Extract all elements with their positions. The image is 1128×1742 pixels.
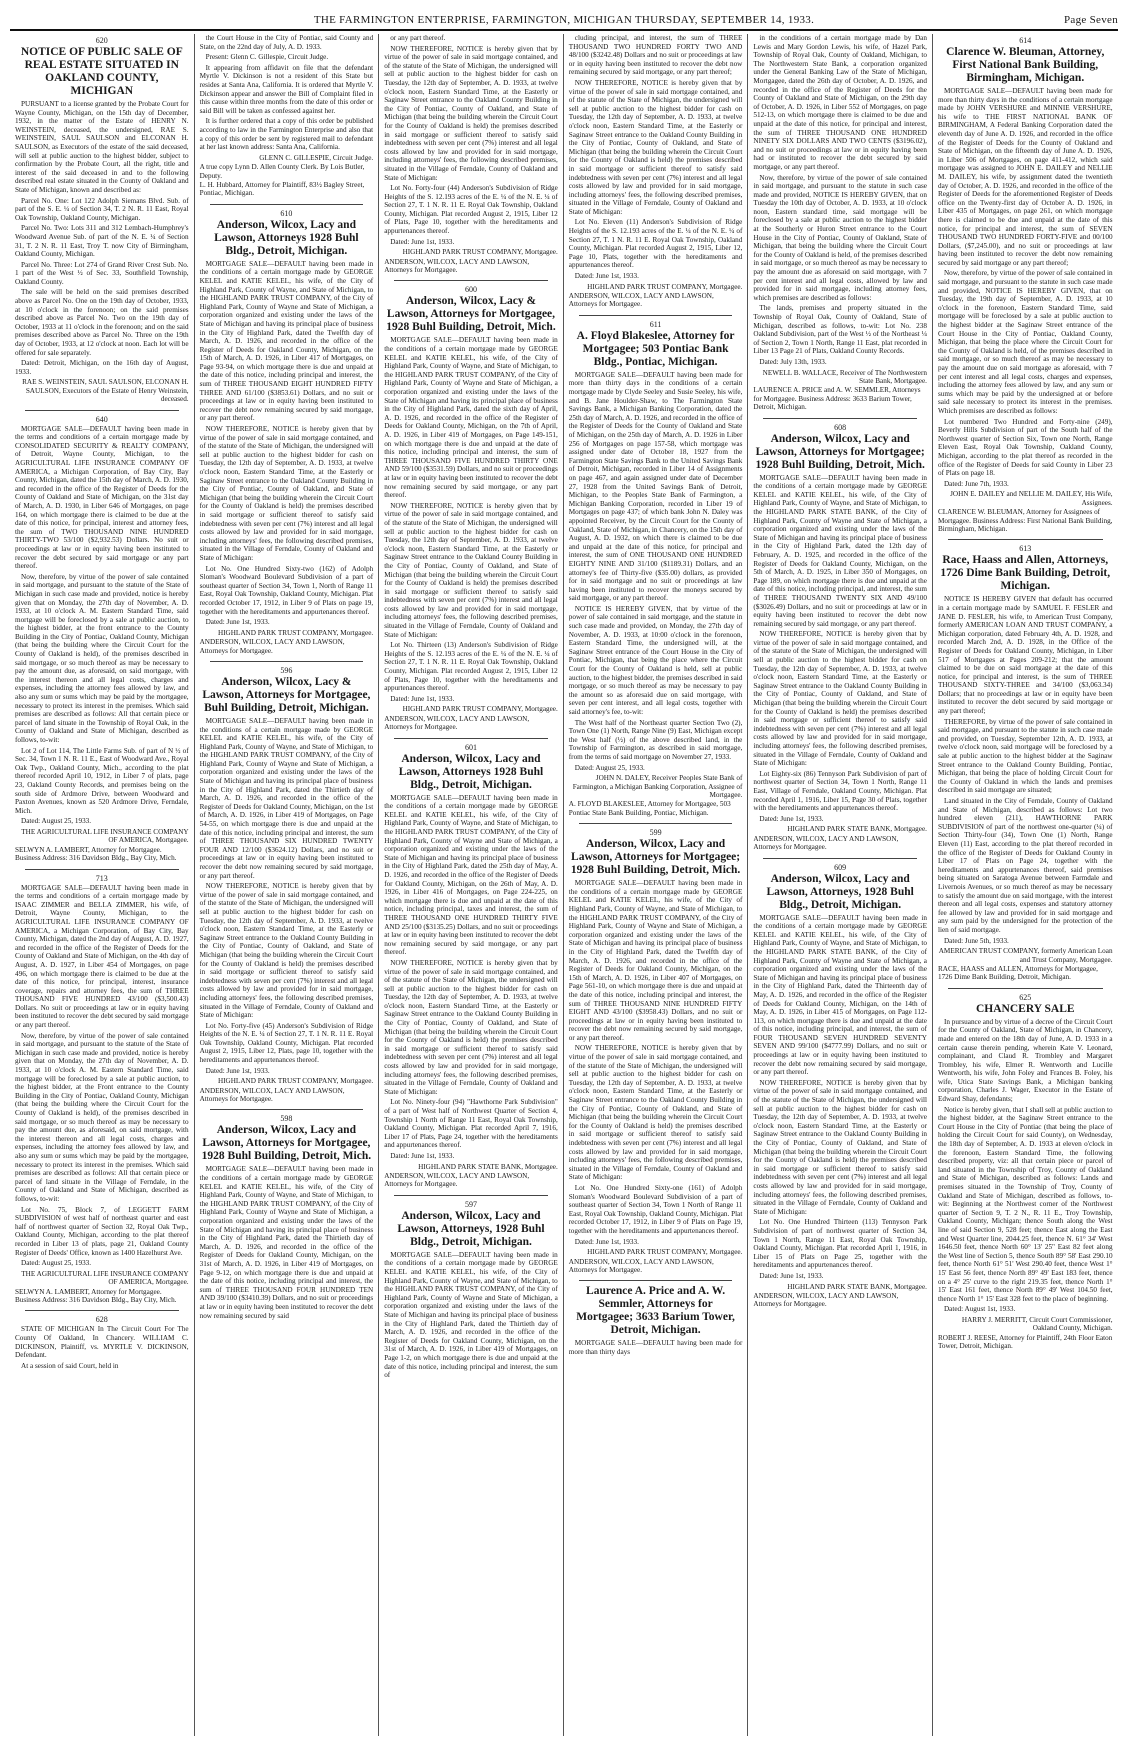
notice-divider <box>210 204 364 205</box>
notice-paragraph: Now, therefore, by virtue of the power of sale contained in said mortgage, and pursuant to the statute in such case made and provided, NOTICE IS HEREBY GIVEN, that on Tuesday the 10th day of October, A. D. 1933, at 10 o'clock noon, Eastern standard time, said mortgage will be foreclosed by a sale at public auction to the highest bidder at the Southerly or Huron Street entrance to the Court House in the City of Pontiac, County of Oakland, State of Michigan, that being the building where the Circuit Court for the County of Oakland is held, of the premises described in said mortgage, or so much thereof as may be necessary to pay the amount due as aforesaid on said mortgage, with 7 per cent interest and all legal costs, allowed by law and provided for in said mortgage, including attorney fees, which premises are described as follows: <box>753 173 927 302</box>
notice-paragraph: NOW THEREFORE, NOTICE is hereby given that by virtue of the power of sale in said mortgage contained, and of the statute of the State of Michigan, the undersigned will sell at public auction to the highest bidder for cash on Tuesday, the 12th day of September, A. D. 1933, at twelve o'clock noon, Eastern Standard Time, at the Easterly or Saginaw Street entrance to the Oakland County Building in the City of Pontiac, County of Oakland, and State of Michigan (that being the building wherein the Circuit Court for the County of Oakland is held) the premises described in said mortgage or sufficient thereof to satisfy said indebtedness with seven per cent (7%) interest and all legal costs allowed by law and provided for in said mortgage, including attorneys' fees, the following described premises, situated in the Village of Ferndale, County of Oakland and State of Michigan: <box>384 501 558 639</box>
notice-number: 610 <box>280 208 293 218</box>
notice-number: 600 <box>464 285 477 295</box>
notice-paragraph: In pursuance and by virtue of a decree of the Circuit Court for the County of Oakland, State of Michigan, in Chancery, made and entered on the 18th day of June, A. D. 1933 in a certain cause therein pending, wherein Kate V. Leonard, complainant, and Claud R. Trombley and Margaret Trombley, his wife, Elmer R. Wentworth and Lucille Wentworth, his wife, John Foley and Frances B. Foley, his wife, Utica State Savings Bank, a Michigan banking corporation, Charles J. Wager, Executor in the Estate of Edward Shay, defendants; <box>937 1017 1113 1104</box>
notice-signature: THE AGRICULTURAL LIFE INSURANCE COMPANY OF AMERICA, Mortgagee. <box>21 827 189 845</box>
notice-paragraph: MORTGAGE SALE—DEFAULT having been made in the conditions of a certain mortgage made by GEORGE KELEL and KATIE KELEL, his wife, of the City of Highland Park, County of Wayne, and State of Michigan, to the HIGHLAND PARK TRUST COMPANY, of the City of Highland Park, County of Wayne and State of Michigan, a corporation organized and existing under the laws of the State of Michigan and having its principal place of business in the City of Highland Park, dated the Twelfth day of March, A. D. 1926, and recorded in the office of the Register of Deeds for Oakland County, Michigan, on the 15th of March, A. D. 1926, in Liber 407 of Mortgages, on Page 561-10, on which mortgage there is due and unpaid at the date of this notice, including principal and interest, the sum of THREE THOUSAND NINE HUNDRED FIFTY EIGHT AND 43/100 ($3958.43) Dollars, and no suit or proceedings at law or in equity having been instituted to recover the debt now remaining secured by said mortgage, or any part thereof. <box>568 879 743 1042</box>
legal-notice <box>200 34 374 198</box>
notice-paragraph: cluding principal, and interest, the sum of THREE THOUSAND TWO HUNDRED FORTY TWO AND 48/100 ($3242.48) Dollars and no suit or proceedings at law or in equity having been instituted to recover the debt now remaining secured by said mortgage, or any part thereof; <box>568 34 743 77</box>
notice-divider <box>210 1109 364 1110</box>
notice-paragraph: Lot No. One Hundred Thirteen (113) Tennyson Park Subdivision of part of northwest quarter of Section 34, Town 1 North, Range 11 East, Royal Oak Township, Oakland County, Michigan. Plat recorded April 1, 1916, in Liber 15 of Plats on Page 25, together with the hereditaments and appurtenances thereof. <box>753 1218 927 1270</box>
notice-paragraph: Lot No. 75, Block 7, of LEGGETT FARM SUBDIVISION of west half of northeast quarter and east half of northwest quarter of Section 32, Royal Oak Twp., Oakland County, Michigan, according to the plat thereof recorded in Liber 13 of plats, page 21, Oakland County Register of Deeds' Office, known as 1400 Hazelhurst Ave. <box>15 1205 189 1257</box>
page-number: Page Seven <box>1063 14 1118 26</box>
notice-paragraph: NOW THEREFORE, NOTICE is hereby given that by virtue of the power of sale in said mortgage contained, and of the statute of the State of Michigan, the undersigned will sell at public auction to the highest bidder for cash on Tuesday, the 12th day of September, A. D. 1933, at twelve o'clock noon, Eastern Standard Time, at the Easterly or Saginaw Street entrance to the Oakland County Building in the City of Pontiac, County of Oakland, and State of Michigan (that being the building wherein the Circuit Court for the County of Oakland is held) the premises described in said mortgage or sufficient thereof to satisfy said indebtedness with seven per cent (7%) interest and all legal costs allowed by law and provided for in said mortgage, including attorneys' fees, the following described premises, situated in the Village of Ferndale, County of Oakland and State of Michigan: <box>384 958 558 1096</box>
notice-divider <box>579 315 733 316</box>
notice-paragraph: Lot No. Forty-four (44) Anderson's Subdivision of Ridge Heights of the S. 12.193 acres of the E. ¼ of the N. E. ¼ of Section 27, T. 1 N. R. 11 E. Royal Oak Township, Oakland County, Michigan. Plat recorded August 2, 1915, Liber 12 of Plats, Page 10, together with the hereditaments and appurtenances thereof. <box>384 184 558 236</box>
notice-paragraph: Dated: June 1st, 1933. <box>390 1151 455 1160</box>
notice-paragraph: NOW THEREFORE, NOTICE is hereby given that by virtue of the power of sale in said mortgage contained, and of the statute of the State of Michigan, the undersigned will sell at public auction to the highest bidder for cash on Tuesday, the 12th day of September, A. D. 1933, at twelve o'clock noon, Eastern Standard Time, at the Easterly or Saginaw Street entrance to the Oakland County Building in the City of Pontiac, County of Oakland, and State of Michigan (that being the building wherein the Circuit Court for the County of Oakland is held) the premises described in said mortgage or sufficient thereof to satisfy said indebtedness with seven per cent (7%) interest and all legal costs allowed by law and provided for in said mortgage, including attorneys' fees, the following described premises, situated in the Village of Ferndale, County of Oakland and State of Michigan: <box>199 425 374 562</box>
notice-paragraph: in the conditions of a certain mortgage made by Dan Lewis and Mary Gordon Lewis, his wife, of Hazel Park, Township of Royal Oak, County of Oakland, Michigan, to The Northwestern State Bank, a corporation organized under the General Banking Law of the State of Michigan, Mortgagee, dated the 26th day of October, A. D. 1926, and recorded in the office of the Register of Deeds for the County of Oakland and State of Michigan, on the 29th day of October, A. D. 1926, in Liber 552 of Mortgages, on page 512-13, on which mortgage there is claimed to be due and unpaid at the date of this notice, for principal and interest, the sum of THREE THOUSAND ONE HUNDRED NINETY SIX DOLLARS AND TWO CENTS ($3196.02), and no suit or proceedings at law or in equity having been had or instituted to recover the debt secured by said mortgage, or any part thereof. <box>753 34 927 171</box>
notice-paragraph: PURSUANT to a license granted by the Probate Court for Wayne County, Michigan, on the 15th day of December, 1932, in the matter of the Estate of HENRY N. WEINSTEIN, deceased, the undersigned, RAE S. WEINSTEIN, SAUL SAULSON and ELCONAN H. SAULSON, as Executors of the estate of the said deceased, will sell at public auction to the highest bidder, subject to confirmation by the Probate Court, all the right, title and interest of the said deceased in and to the following described real estate situated in the County of Oakland and State of Michigan, known and described as: <box>15 100 189 194</box>
notice-number: 613 <box>1019 544 1032 554</box>
notice-signature: AMERICAN TRUST COMPANY, formerly American Loan and Trust Company, Mortgagee. <box>938 947 1113 964</box>
column-2 <box>195 34 380 1736</box>
notice-heading: Race, Haass and Allen, Attorneys, 1726 Dime Bank Building, Detroit, Michigan. <box>940 554 1111 593</box>
notice-paragraph: Lot No. Eleven (11) Anderson's Subdivision of Ridge Heights of the S. 12.193 acres of the E. ¼ of the N. E. ¼ of Section 27, T. 1 N. R. 11 E. Royal Oak Township, Oakland County, Michigan. Plat recorded August 2, 1915, Liber 12, Page 10, Plats, together with the hereditaments and appurtenances thereof. <box>568 218 743 270</box>
notice-paragraph: MORTGAGE SALE—DEFAULT having been made in the conditions of a certain mortgage made by GEORGE KELEL and KATIE KELEL, his wife, of the City of Highland Park, County of Wayne, and State of Michigan, to the HIGHLAND PARK TRUST COMPANY, of the City of Highland Park, County of Wayne and State of Michigan, a corporation organized and existing under the laws of the State of Michigan and having its principal place of business in the City of Highland Park, dated the Thirtieth day of March, A. D. 1926, and recorded in the office of the Register of Deeds for Oakland County, Michigan, on the 1st of March, A. D. 1926, in Liber 419 of Mortgages, on Page 54-55, on which mortgage there is due and unpaid at the date of this notice, including principal and interest, the sum of THREE THOUSAND SIX HUNDRED TWENTY FOUR AND 12/100 ($3624.12) Dollars, and no suit or proceedings at law or in equity having been instituted to recover the debt now remaining secured by said mortgage, or any part thereof. <box>199 716 374 880</box>
notice-heading: Anderson, Wilcox, Lacy and Lawson, Attorneys, 1928 Buhl Bldg., Detroit, Michigan. <box>397 1209 545 1248</box>
notice-paragraph: Dated: Detroit, Michigan, on the 16th day of August, 1933. <box>15 359 189 376</box>
notice-signature: HARRY J. MERRITT, Circuit Court Commissioner, Oakland County, Michigan. <box>961 1315 1113 1333</box>
notice-signature: NEWELL B. WALLACE, Receiver of The Northwestern State Bank, Mortgagee. <box>762 368 927 385</box>
notice-paragraph: MORTGAGE SALE—DEFAULT having been made in the conditions of a certain mortgage made by GEORGE KELEL and KATIE KELEL, his wife, of the City of Highland Park, County of Wayne, and State of Michigan, to the HIGHLAND PARK STATE BANK, of the City of Highland Park, County of Wayne and State of Michigan, a corporation organized and existing under the laws of the State of Michigan and having its principal place of business in the City of Highland Park, dated the 12th day of February, A. D. 1925, and recorded in the office of the Register of Deeds for Oakland County, Michigan, on the 5th of March, A. D. 1925, in Liber 350 of Mortgages, on Page 189, on which mortgage there is due and unpaid at the date of this notice, including principal, and interest, the sum of THREE THOUSAND TWENTY SIX AND 49/100 ($3026.49) Dollars, and no suit or proceedings at law or in equity having been instituted to recover the debt now remaining secured by said mortgage, or any part thereof. <box>753 473 927 628</box>
notice-paragraph: NOTICE IS HEREBY GIVEN, that by virtue of the power of sale contained in said mortgage, and the statute in such case made and provided, on Monday, the 27th day of November, A. D. 1933, at 10:00 o'clock in the forenoon, Eastern Standard Time, the undersigned will, at the Saginaw Street entrance of the Court House in the City of Pontiac, Michigan, that being the place where the Circuit Court for the County of Oakland is held, sell at public auction, to the highest bidder, the premises described in said mortgage, or so much thereof as may be necessary to pay the amount so as aforesaid due on said mortgage, with seven per cent interest, and all legal costs, together with said attorney's fee, to-wit: <box>568 604 743 716</box>
column-1 <box>10 34 195 1736</box>
notice-heading: Anderson, Wilcox, Lacy and Lawson, Attorneys 1928 Buhl Bldg., Detroit, Michigan. <box>398 752 544 791</box>
legal-notice <box>753 34 927 412</box>
notice-paragraph: Dated: June 7th, 1933. <box>943 479 1009 488</box>
notice-heading: Anderson, Wilcox, Lacy & Lawson, Attorneys for Mortgagee, 1928 Buhl Building, Detroit, Mich. <box>386 295 556 334</box>
legal-notice <box>200 209 374 655</box>
notice-paragraph: MORTGAGE SALE—DEFAULT having been made in the conditions of a certain mortgage made by GEORGE KELEL and KATIE KELEL, his wife, of the City of Highland Park, County of Wayne, and State of Michigan, to the HIGHLAND PARK TRUST COMPANY, of the City of Highland Park, County of Wayne and State of Michigan, a corporation organized and existing under the laws of the State of Michigan and having its principal place of business in the City of Highland Park, dated the Thirtieth day of March, A. D. 1926, and recorded in the office of the Register of Deeds for Oakland County, Michigan, on the 31st of March, A. D. 1926, in Liber 419 of Mortgages, on Page 9-12, on which mortgage there is due and unpaid at the date of this notice, including principal and interest, the sum of THREE THOUSAND FOUR HUNDRED TEN AND 39/100 ($3410.39) Dollars, and no suit or proceedings at law or in equity having been instituted to recover the debt now remaining secured by said <box>199 1165 374 1320</box>
notice-number: 614 <box>1019 36 1032 45</box>
legal-notice <box>384 34 558 274</box>
notice-paragraph: Parcel No. Three: Lot 274 of Grand River Crest Sub. No. 1 part of the West ½ of Sec. 33, Southfield Township, Oakland County. <box>15 260 189 286</box>
legal-notice <box>384 1200 558 1380</box>
notice-number: 608 <box>834 422 847 432</box>
notice-paragraph: Dated: June 1st, 1933. <box>390 694 455 703</box>
notice-heading: Anderson, Wilcox, Lacy and Lawson, Attorneys for Mortgagee; 1928 Buhl Building, Detroit, Mich. <box>755 432 925 471</box>
notice-number: 625 <box>1019 992 1032 1002</box>
newspaper-columns <box>10 34 1118 1736</box>
notice-divider <box>394 738 548 739</box>
notice-paragraph: Lot No. One Hundred Sixty-one (161) of Adolph Sloman's Woodward Boulevard Subdivision of a part of southeast quarter of Section 34, Town 1 North of Range 11 East, Royal Oak Township, Oakland County, Michigan. Plat recorded October 17, 1912, in Liber 9 of Plats on Page 19, together with the hereditaments and appurtenances thereof. <box>568 1183 743 1235</box>
notice-divider <box>948 539 1103 540</box>
column-4 <box>564 34 749 1736</box>
notice-signature: ANDERSON, WILCOX, LACY AND LAWSON, Attorneys for Mortgagee. <box>753 834 899 852</box>
notice-number: 620 <box>95 36 108 45</box>
notice-paragraph: Parcel No. Two: Lots 311 and 312 Lembach-Humphrey's Woodward Avenue Sub. of part of the N. E. ¼ of Section 31, T. 2 N. R. 11 East, Troy T. now City of Birmingham, Oakland County, Michigan. <box>15 224 189 259</box>
notice-signature: ANDERSON, WILCOX, LACY AND LAWSON, Attorneys for Mortgagee. <box>384 714 530 732</box>
notice-divider <box>25 410 179 411</box>
legal-notice <box>15 36 189 404</box>
notice-paragraph: Dated: June 1st, 1933. <box>390 237 455 246</box>
notice-paragraph: NOW THEREFORE, NOTICE is hereby given that by virtue of the power of sale in said mortgage contained, and of the statute of the State of Michigan, the undersigned will sell at public auction to the highest bidder for cash on Tuesday, the 12th day of September, A. D. 1933, at twelve o'clock noon, Eastern Standard Time, at the Easterly or Saginaw Street entrance to the Oakland County Building in the City of Pontiac, County of Oakland, and State of Michigan (that being the building wherein the Circuit Court for the County of Oakland is held) the premises described in said mortgage or sufficient thereof to satisfy said indebtedness with seven per cent (7%) interest and all legal costs allowed by law and provided for in said mortgage, including attorneys' fees, the following described premises, situated in the Village of Ferndale, County of Oakland and State of Michigan: <box>753 630 927 768</box>
notice-signature: CLARENCE W. BLEUMAN, Attorney for Assignees of Mortgagee. Business Address: First National Bank Building, Birmingham, Michigan. <box>937 508 1113 533</box>
notice-signature: ANDERSON, WILCOX, LACY AND LAWSON, Attorneys for Mortgagee. <box>199 1086 345 1104</box>
notice-divider <box>394 280 548 281</box>
notice-signature: ANDERSON, WILCOX, LACY AND LAWSON, Attorneys for Mortgagee. <box>753 1291 899 1309</box>
masthead <box>10 0 1118 31</box>
legal-notice <box>569 828 743 1274</box>
notice-paragraph: MORTGAGE SALE—DEFAULT having been made in the terms and conditions of a certain mortgage made by ISAAC ZIMMER and BELLA ZIMMER, his wife, of Detroit, Wayne County, Michigan, to the AGRICULTURAL LIFE INSURANCE COMPANY OF AMERICA, a Michigan Corporation, of Bay City, Bay County, Michigan, dated the 2nd day of August, A. D. 1927, and recorded in the office of the Register of Deeds for the County of Oakland and State of Michigan, on the 4th day of August, A. D. 1927, in Liber 454 of Mortgages, on page 496, on which mortgage there is claimed to be due at the date of this notice, for principal, interest, insurance coverage, repairs and attorney fees, the sum of THREE THOUSAND FIVE HUNDRED 43/100 ($3,500.43) Dollars. No suit or proceedings at law or in equity having been instituted to recover the debt secured by said mortgage or any part thereof. <box>15 883 189 1030</box>
notice-paragraph: Lot No. Thirteen (13) Anderson's Subdivision of Ridge Heights of the S. 12.193 acres of the E. ¼ of the N. E. ¼ of Section 27, T. 1 N. R. 11 E. Royal Oak Township, Oakland County, Michigan. Plat recorded August 2, 1915, Liber 12 of Plats, Page 10, together with the hereditaments and appurtenances thereof. <box>384 641 558 693</box>
notice-signature: L. H. Hubbard, Attorney for Plaintiff, 83½ Bagley Street, Pontiac, Michigan. <box>199 180 365 198</box>
notice-paragraph: Lot No. Ninety-four (94) "Hawthorne Park Subdivision" of a part of West half of Northwest Quarter of Section 4, Township 1 North of Range 11 East, Royal Oak Township, Oakland County, Michigan. Plat recorded April 7, 1916, Liber 17 of Plats, Page 24, together with the hereditaments and appurtenances thereof. <box>384 1098 558 1150</box>
notice-paragraph: Lot Eighty-six (86) Tennyson Park Subdivision of part of northwest quarter of Section 34, Town 1 North, Range 11 East, Village of Ferndale, Oakland County, Michigan. Plat recorded April 1, 1916, Liber 15, Page 30 of Plats, together with the hereditaments and appurtenances thereof. <box>753 769 927 813</box>
notice-paragraph: Dated: June 1st, 1933. <box>759 814 824 823</box>
legal-notice <box>569 1285 743 1356</box>
notice-paragraph: NOW THEREFORE, NOTICE is hereby given that by virtue of the power of sale in said mortgage contained, and of the statute of the State of Michigan, the undersigned will sell at public auction to the highest bidder for cash on Tuesday, the 12th day of September, A. D. 1933, at twelve o'clock noon, Eastern Standard Time, at the Easterly or Saginaw Street entrance to the Oakland County Building in the City of Pontiac, County of Oakland, and State of Michigan (that being the building wherein the Circuit Court for the County of Oakland is held) the premises described in said mortgage or sufficient thereof to satisfy said indebtedness with seven per cent (7%) interest and all legal costs allowed by law and provided for in said mortgage, including attorneys' fees, the following described premises, situated in the Village of Ferndale, County of Oakland and State of Michigan: <box>568 78 743 216</box>
notice-paragraph: Dated: August 25, 1933. <box>574 763 645 772</box>
legal-notice <box>938 544 1113 981</box>
notice-heading: CHANCERY SALE <box>976 1002 1075 1015</box>
notice-heading: NOTICE OF PUBLIC SALE OF REAL ESTATE SITUATED IN OAKLAND COUNTY, MICHIGAN <box>20 46 183 97</box>
notice-signature: HIGHLAND PARK TRUST COMPANY, Mortgagee. <box>217 628 374 637</box>
column-5 <box>748 34 933 1736</box>
notice-heading: Anderson, Wilcox, Lacy and Lawson, Attorneys for Mortgagee, 1928 Buhl Building, Detroit, Mich. <box>201 1124 372 1163</box>
notice-signature: ANDERSON, WILCOX, LACY AND LAWSON, Attorneys for Mortgagee. <box>199 638 345 655</box>
notice-number: 611 <box>649 319 662 329</box>
notice-divider <box>25 869 179 870</box>
notice-signature: A. FLOYD BLAKESLEE, Attorney for Mortgagee, 503 Pontiac State Bank Building, Pontiac, Michigan. <box>568 800 731 817</box>
notice-number: 609 <box>834 862 847 872</box>
notice-paragraph: MORTGAGE SALE—DEFAULT having been made in the conditions of a certain mortgage made by GEORGE KELEL and KATIE KELEL, his wife, of the City of Highland Park, County of Wayne, and State of Michigan, to the HIGHLAND PARK TRUST COMPANY, of the City of Highland Park, County of Wayne and State of Michigan, a corporation organized and existing under the laws of the State of Michigan and having its principal place of business in the City of Highland Park, dated the sixth day of April, A. D. 1926, and recorded in the office of the Register of Deeds for Oakland County, Michigan, on the 7th of April, A. D. 1926, in Liber 419 of Mortgages, on Page 149-151, on which mortgage there is due and unpaid at the date of this notice, including principal and interest, the sum of THREE THOUSAND FIVE HUNDRED THIRTY ONE AND 59/100 ($3531.59) Dollars, and no suit or proceedings at law or in equity having been instituted to recover the debt now remaining secured by said mortgage, or any part thereof. <box>384 336 558 500</box>
notice-signature: ANDERSON, WILCOX, LACY AND LAWSON, Attorneys for Mortgagee. <box>568 292 714 309</box>
notice-heading: Clarence W. Bleuman, Attorney, First National Bank Building, Birmingham, Michigan. <box>946 46 1105 84</box>
notice-number: 640 <box>95 414 108 424</box>
notice-signature: HIGHLAND PARK TRUST COMPANY, Mortgagee. <box>587 282 743 291</box>
notice-paragraph: MORTGAGE SALE—DEFAULT having been made for more than thirty days <box>568 1339 743 1356</box>
column-3 <box>379 34 564 1736</box>
notice-paragraph: MORTGAGE SALE—DEFAULT having been made for more than thirty days in the conditions of a certain mortgage made by JOHN VERSHURE and MINNIE VERSHURE, his wife to THE FIRST NATIONAL BANK OF BIRMINGHAM, A Federal Banking Corporation dated the eleventh day of June A. D. 1926, and recorded in the office of the Register of Deeds for the County of Oakland and State of Michigan, on the fifteenth day of June A. D. 1926, in Liber 506 of Mortgages, on page 411-412, which said mortgage was assigned to JOHN E. DAILEY and NELLIE M. DAILEY, his wife, by assignment dated the twentieth day of October, A. D. 1926, and recorded in the office of the Register of Deeds for the aforementioned Register of Deeds office on the Twenty-first day of October A. D. 1926, in Liber 435 of Mortgages, on page 261, on which mortgage there is claimed to be due and unpaid at the date of this notice, for principal and interest, the sum of SEVEN THOUSAND TWO HUNDRED FORTY-FIVE and 00/100 Dollars, ($7,245.00), and no suit or proceedings at law having been instituted to recover the debt now remaining secured by said mortgage or any part thereof; <box>937 87 1113 267</box>
legal-notice <box>569 320 743 817</box>
notice-signature: RAE S. WEINSTEIN, SAUL SAULSON, ELCONAN H. SAULSON, Executors of the Estate of Henry Weinstein, deceased. <box>22 378 189 404</box>
notice-paragraph: Dated: June 1st, 1933. <box>574 1237 639 1246</box>
notice-signature: HIGHLAND PARK STATE BANK, Mortgagee. <box>787 1282 927 1291</box>
notice-signature: JOHN N. DALEY, Receiver Peoples State Bank of Farmington, a Michigan Banking Corporation, Assignee of Mortgagee. <box>572 774 743 799</box>
notice-heading: Anderson, Wilcox, Lacy and Lawson, Attorneys, 1928 Buhl Bldg., Detroit, Michigan. <box>766 872 914 911</box>
notice-paragraph: Dated: June 5th, 1933. <box>943 936 1009 945</box>
notice-number: 628 <box>95 1315 108 1325</box>
notice-paragraph: Present: Glenn C. Gillespie, Circuit Judge. <box>205 53 329 62</box>
notice-heading: Anderson, Wilcox, Lacy & Lawson, Attorneys for Mortgagee, Buhl Building, Detroit, Michigan. <box>202 675 371 714</box>
notice-paragraph: NOTICE IS HEREBY GIVEN that default has occurred in a certain mortgage made by SAMUEL F. FESLER and JANE D. FESLER, his wife, to American Trust Company, formerly AMERICAN LOAN AND TRUST COMPANY, a Michigan corporation, dated February 4th, A. D. 1928, and recorded March 2nd, A. D. 1928, in the Office of the Register of Deeds for Oakland County, Michigan, in Liber 517 of Mortgages at Pages 209-212; that the amount claimed to be due on said mortgage at the date of this notice, for principal and interest, is the sum of THREE THOUSAND SIXTY-THREE and 34/100 ($3,063.34) Dollars; that no proceedings at law or in equity have been instituted to recover the debt secured by said mortgage or any part thereof; <box>937 595 1113 716</box>
notice-heading: A. Floyd Blakeslee, Attorney for Mortgagee; 503 Pontiac Bank Bldg., Pontiac, Michigan. <box>576 329 735 368</box>
notice-signature: JOHN E. DAILEY and NELLIE M. DAILEY, His Wife, Assignees. <box>950 490 1113 507</box>
notice-paragraph: Land situated in the City of Ferndale, County of Oakland and State of Michigan, described as follows: Lot two hundred eleven (211), HAWTHORNE PARK SUBDIVISION of part of the northwest one-quarter (¼) of Section Thirty-four (34), Town One (1) North, Range Eleven (11) East, according to the plat thereof recorded in the office of the Register of Deeds for Oakland County in Liber 17 of Plats on Page 24, together with the hereditaments and appurtenances thereof, said premises being situated on Saratoga Avenue between Farmdale and Livernois Avenues, or so much thereof as may be necessary to satisfy the amount due on said mortgage, with the interest thereon and all legal costs, expenses and statutory attorney fee allowed by law and provided for in said mortgage and any sum paid by the undersigned for the protection of the lien of said mortgage. <box>937 797 1113 934</box>
legal-notice <box>753 863 927 1309</box>
notice-number: 601 <box>464 742 477 752</box>
notice-heading: Anderson, Wilcox, Lacy and Lawson, Attorneys 1928 Buhl Bldg., Detroit, Michigan. <box>214 218 359 257</box>
notice-paragraph: NOW THEREFORE, NOTICE is hereby given that by virtue of the power of sale in said mortgage contained, and of the statute of the State of Michigan, the undersigned will sell at public auction to the highest bidder for cash on Tuesday, the 12th day of September, A. D. 1933, at twelve o'clock noon, Eastern Standard Time, at the Easterly or Saginaw Street entrance to the Oakland County Building in the City of Pontiac, County of Oakland, and State of Michigan (that being the building wherein the Circuit Court for the County of Oakland is held) the premises described in said mortgage or sufficient thereof to satisfy said indebtedness with seven per cent (7%) interest and all legal costs allowed by law and provided for in said mortgage, including attorneys' fees, the following described premises, situated in the Village of Ferndale, County of Oakland and State of Michigan: <box>753 1078 927 1216</box>
notice-paragraph: Lot No. One Hundred Sixty-two (162) of Adolph Sloman's Woodward Boulevard Subdivision of a part of southeast quarter of Section 34, Town 1, North of Range 11 East, Royal Oak Township, Oakland County, Michigan. Plat recorded October 17, 1912, in Liber 9 of Plats on page 19, together with the hereditaments and appurtenances thereof. <box>199 564 374 616</box>
notice-paragraph: Notice is hereby given, that I shall sell at public auction to the highest bidder, at the Saginaw Street entrance to the Court House in the City of Pontiac (that being the place of holding the Circuit Court for said County), on Wednesday, the 18th day of September, A. D. 1933 at eleven o'clock in the forenoon, Eastern Standard Time, the following described property, viz: all that certain piece or parcel of land situated in the Township of Troy, County of Oakland and State of Michigan, described as follows: Lands and premises situated in the Township of Troy, County of Oakland and State of Michigan, described as follows, to-wit: Beginning at the Northwest corner of the Northwest quarter of Section 9, T. 2 N., R. 11 E., Troy Township, Oakland County, Michigan; thence South along the West line of said Section 9, 528 feet; thence East along the East and West Quarter line, 2044.25 feet, thence N. 61° 34' West 1646.50 feet, thence North 60° 13' 25" East 82 feet along the West line of Section 5, thence South 89° 58' East 290.10 feet, thence North 61° 51' West 290.40 feet, thence West 1° 15' East 56 feet, thence North 89° 49' East 183 feet, thence on a 4° 25' curve to the right 219.35 feet, thence North 1° 15' East 161 feet, thence North 89° 49' West 104.50 feet, thence North 1° 15' East 328 feet to the place of beginning. <box>937 1105 1113 1303</box>
notice-divider <box>210 661 364 662</box>
notice-signature: HIGHLAND PARK TRUST COMPANY, Mortgagee. <box>587 1248 743 1257</box>
notice-signature: HIGHLAND PARK TRUST COMPANY, Mortgagee. <box>217 1077 374 1086</box>
notice-paragraph: Parcel No. One: Lot 122 Adolph Siemans Blvd. Sub. of part of the S. E. ¼ of Section 34, T. 2 N. R. 11 East, Royal Oak Township, Oakland County, Michigan. <box>15 196 189 222</box>
notice-paragraph: At a session of said Court, held in <box>21 1361 119 1370</box>
notice-signature: THE AGRICULTURAL LIFE INSURANCE COMPANY OF AMERICA, Mortgagee. <box>21 1269 189 1287</box>
notice-heading: Laurence A. Price and A. W. Semmler, Attorneys for Mortgagee; 3633 Barium Tower, Detroit, Michigan. <box>576 1285 735 1337</box>
legal-notice <box>753 423 927 852</box>
notice-divider <box>25 1310 179 1311</box>
notice-divider <box>579 1280 733 1281</box>
notice-number: 598 <box>280 1114 293 1124</box>
legal-notice <box>200 1114 374 1320</box>
notice-paragraph: It appearing from affidavit on file that the defendant Myrtle V. Dickinson is not a resident of this State but resides at Santa Ana, California. It is ordered that Myrtle V. Dickinson appear and answer the Bill of Complaint filed in this cause within three months from the date of this order or said Bill will be taken as confessed against her. <box>199 63 374 115</box>
notice-paragraph: The sale will be held on the said premises described above as Parcel No. One on the 19th day of October, 1933, at 10 o'clock in the forenoon; on the said premises described above as Parcel No. Two on the 19th day of October, 1933 at 11 o'clock in the forenoon; and on the said premises described above as Parcel No. Three on the 19th day of October, 1933, at 12 o'clock at noon. Each lot will be offered for sale separately. <box>15 288 189 357</box>
notice-paragraph: The West half of the Northeast quarter Section Two (2), Town One (1) North, Range Nine (9) East, Michigan except the West half (½) of the above described land, in the Township of Farmington, as described in said mortgage, from the terms of said mortgage on November 27, 1933. <box>568 718 743 761</box>
notice-paragraph: or any part thereof. <box>390 34 446 42</box>
notice-signature: ANDERSON, WILCOX, LACY AND LAWSON, Attorneys for Mortgagee. <box>384 257 530 275</box>
legal-notice <box>15 874 189 1305</box>
notice-signature: ANDERSON, WILCOX, LACY AND LAWSON, Attorneys for Mortgagee. <box>384 1171 530 1189</box>
notice-signature: SELWYN A. LAMBERT, Attorney for Mortgagee. Business Address: 316 Davidson Bldg., Bay City, Mich. <box>15 845 177 863</box>
notice-signature: ROBERT J. REESE, Attorney for Plaintiff, 24th Floor Eaton Tower, Detroit, Michigan. <box>937 1333 1113 1351</box>
notice-signature: SELWYN A. LAMBERT, Attorney for Mortgagee. Business Address: 316 Davidson Bldg., Bay City, Mich. <box>15 1287 177 1304</box>
notice-paragraph: MORTGAGE SALE—DEFAULT having been made for more than thirty days in the conditions of a certain mortgage made by Clyde Seeley and Susie Seeley, his wife, and B. Jane Houlder-Shaw, to The Farmington State Savings Bank, a Michigan Banking Corporation, dated the 25th day of March, A. D. 1926, and recorded in the office of the Register of Deeds for the County of Oakland and State of Michigan, on the 25th day of March, A. D. 1926 in Liber 256 of Mortgages on page 157-58, which mortgage was assigned under date of October 18, 1927 from the Farmington State Savings Bank to the United Savings Bank of Detroit, Michigan, recorded in Liber 14 of Assignments on page 467, and again assigned under date of December 27, 1928 from the United Savings Bank of Detroit, Michigan, to the Peoples State Bank of Farmington, a Michigan Banking Corporation, recorded in Liber 19 of Mortgages on page 437; of which bank John N. Daley was appointed Receiver, by the Circuit Court for the County of Oakland, State of Michigan, in Chancery, on the 15th day of August, A. D. 1932, on which there is claimed to be due and unpaid at the date of this notice, for principal and interest, the sum of ONE THOUSAND ONE HUNDRED EIGHTY NINE AND 31/100 ($1189.31) Dollars, and an attorney's fee of Thirty-five ($35.00) dollars, as provided for in said mortgage and no suit or proceedings at law having been instituted to recover the moneys secured by said mortgage, or any part thereof. <box>568 370 743 603</box>
notice-paragraph: It is further ordered that a copy of this order be published according to law in the Farmington Enterprise and also that a copy of this order be sent by registered mail to defendant at her last known address: Santa Ana, California. <box>199 117 374 152</box>
legal-notice <box>200 666 374 1104</box>
notice-paragraph: Dated: June 1st, 1933. <box>759 1271 824 1280</box>
notice-number: 599 <box>649 828 662 838</box>
notice-paragraph: The lands, premises and property situated in the Township of Royal Oak, County of Oakland, State of Michigan, described as follows, to-wit: Lot No. 238 Oakland Subdivision, part of the West ½ of the Northeast ¼ of Section 2, Town 1 North, Range 11 East, plat recorded in Liber 13 Page 21 of Plats, Oakland County Records. <box>753 304 927 356</box>
legal-notice <box>938 36 1113 533</box>
notice-paragraph: NOW THEREFORE, NOTICE is hereby given that by virtue of the power of sale in said mortgage contained, and of the statute of the State of Michigan, the undersigned will sell at public auction to the highest bidder for cash on Tuesday, the 12th day of September, A. D. 1933, at twelve o'clock noon, Eastern Standard Time, at the Easterly or Saginaw Street entrance to the Oakland County Building in the City of Pontiac, County of Oakland, and State of Michigan (that being the building wherein the Circuit Court for the County of Oakland is held) the premises described in said mortgage or sufficient thereof to satisfy said indebtedness with seven per cent (7%) interest and all legal costs allowed by law and provided for in said mortgage, including attorneys' fees, the following described premises, situated in the Village of Ferndale, County of Oakland and State of Michigan: <box>199 882 374 1020</box>
legal-notice <box>384 285 558 731</box>
notice-paragraph: Lot numbered Two Hundred and Forty-nine (249), Beverly Hills Subdivision of part of the South half of the Northwest quarter of Section Six, Town one North, Range Eleven East, Royal Oak Township, Oakland County, Michigan, according to the plat thereof as recorded in the office of the Register of Deeds for said County in Liber 23 of Plats on page 18. <box>937 417 1113 478</box>
notice-paragraph: MORTGAGE SALE—DEFAULT having been made in the conditions of a certain mortgage made by GEORGE KELEL and KATIE KELEL, his wife, of the City of Highland Park, County of Wayne, and State of Michigan, to the HIGHLAND PARK TRUST COMPANY, of the City of Highland Park, County of Wayne and State of Michigan, a corporation organized and existing under the laws of the State of Michigan and having its principal place of business in the City of Highland Park, dated the 25th day of May, A. D. 1926, and recorded in the office of the Register of Deeds for Oakland County, Michigan, on the 26th of May, A. D. 1926, in Liber 416 of Mortgages, on Page 224-225, on which mortgage there is due and unpaid at the date of this notice, including principal, taxes and interest, the sum of THREE THOUSAND ONE HUNDRED THIRTY FIVE AND 25/100 ($3135.25) Dollars, and no suit or proceedings at law or in equity having been instituted to recover the debt now remaining secured by said mortgage, or any part thereof. <box>384 793 558 957</box>
notice-paragraph: STATE OF MICHIGAN In The Circuit Court For The County Of Oakland, In Chancery. WILLIAM C. DICKINSON, Plaintiff, vs. MYRTLE V. DICKINSON, Defendant. <box>15 1325 189 1360</box>
notice-signature: HIGHLAND PARK TRUST COMPANY, Mortgagee. <box>402 705 558 714</box>
notice-paragraph: MORTGAGE SALE—DEFAULT having been made in the conditions of a certain mortgage made by GEORGE KELEL and KATIE KELEL, his wife, of the City of Highland Park, County of Wayne, and State of Michigan, to the HIGHLAND PARK TRUST COMPANY, of the City of Highland Park, County of Wayne and State of Michigan, a corporation organized and existing under the laws of the State of Michigan and having its principal place of business in the City of Highland Park, dated the Twelfth day of March, A. D. 1926, and recorded in the office of the Register of Deeds for Oakland County, Michigan, on the 15th of March, A. D. 1926, in Liber 417 of Mortgages, on Page 93-94, on which mortgage there is due and unpaid at the date of this notice, including principal and interest, the sum of THREE THOUSAND EIGHT HUNDRED FIFTY THREE AND 61/100 ($3853.61) Dollars, and no suit or proceedings at law or in equity having been instituted to recover the debt now remaining secured by said mortgage, or any part thereof. <box>199 259 374 423</box>
notice-signature: HIGHLAND PARK TRUST COMPANY, Mortgagee. <box>402 248 558 257</box>
notice-number: 597 <box>464 1199 477 1209</box>
notice-signature: GLENN C. GILLESPIE, Circuit Judge. <box>259 153 374 162</box>
notice-paragraph: Now, therefore, by virtue of the power of sale contained in said mortgage, and pursuant to the statute of the State of Michigan in such case made and provided, notice is hereby given that on Monday, the 27th day of November, A. D. 1933, at 10 o'clock A. M. Eastern Standard Time, said mortgage will be foreclosed by a sale at public auction, to the highest bidder, at the front entrance to the County Building in the City of Pontiac, Oakland County, Michigan (that being the building where the Circuit Court for the County of Oakland is held), of the premises described in said mortgage, or so much thereof as may be necessary to pay the amount due, as aforesaid, on said mortgage, with the interest thereon and all legal costs, charges and expenses, including the attorney fees allowed by law, and also any sum or sums which may be paid by the mortgagee, necessary to protect its interest in the premises. Which said premises are described as follows: All that certain piece or parcel of land situate in the Township of Royal Oak, in the County of Oakland and State of Michigan, described as follows, to-wit: <box>15 572 189 744</box>
notice-paragraph: Lot 2 of Lot 114, The Little Farms Sub. of part of N ½ of Sec. 34, Town 1 N. R. 11 E., East of Woodward Ave., Royal Oak Twp., Oakland County, Mich., according to the plat thereof recorded April 10, 1912, in Liber 7 of plats, page 23, Oakland County Records, and premises being on the south side of Ardmore Drive, between Woodward and Paxton Avenues, known as 520 Ardmore Drive, Ferndale, Mich. <box>15 746 189 815</box>
notice-signature: HIGHLAND PARK STATE BANK, Mortgagee. <box>418 1162 558 1171</box>
notice-paragraph: Dated: July 13th, 1933. <box>759 357 827 366</box>
legal-notice <box>569 34 743 309</box>
notice-number: 596 <box>280 665 293 675</box>
notice-paragraph: the Court House in the City of Pontiac, said County and State, on the 22nd day of July, A. D. 1933. <box>199 34 374 51</box>
notice-paragraph: Lot No. Forty-five (45) Anderson's Subdivision of Ridge Heights of the N. E. ¼ of Section 27, T. 1 N. R. 11 E. Royal Oak Township, Oakland County, Michigan. Plat recorded August 2, 1915, Liber 12, Plats, page 10, together with the hereditaments and appurtenances thereof. <box>199 1021 374 1065</box>
notice-paragraph: Now, therefore, by virtue of the power of sale contained in said mortgage, and pursuant to the statute in such case made and provided, NOTICE IS HEREBY GIVEN, that on Tuesday, the 19th day of September, A. D. 1933, at 10 o'clock in the forenoon, Eastern Standard Time, said mortgage will be foreclosed by a sale at public auction to the highest bidder at the Saginaw Street entrance of the Court House in the City of Pontiac, Oakland County, Michigan, that being the place where the Circuit Court for the County of Oakland is held, of the premises described in said mortgage, or so much thereof as may be necessary to pay the amount due on said mortgage as aforesaid, with 7 per cent interest and all legal costs, charges and expenses, including the attorney fees allowed by law, and any sum or sums which may be paid by the undersigned at or before said sale necessary to protect its interest in the premises. Which premises are described as follows: <box>937 269 1113 415</box>
notice-signature: A true copy Lynn D. Allen County Clerk. By Lois Butler, Deputy. <box>199 163 365 180</box>
notice-heading: Anderson, Wilcox, Lacy and Lawson, Attorneys for Mortgagee; 1928 Buhl Building, Detroit, Mich. <box>570 838 741 877</box>
notice-paragraph: Dated: August 25, 1933. <box>21 1259 92 1268</box>
notice-paragraph: NOW THEREFORE, NOTICE is hereby given that by virtue of the power of sale in said mortgage contained, and of the statute of the State of Michigan, the undersigned will sell at public auction to the highest bidder for cash on Tuesday, the 12th day of September, A. D. 1933, at twelve o'clock noon, Eastern Standard Time, at the Easterly or Saginaw Street entrance to the Oakland County Building in the City of Pontiac, County of Oakland, and State of Michigan (that being the building wherein the Circuit Court for the County of Oakland is held) the premises described in said mortgage or sufficient thereof to satisfy said indebtedness with seven per cent (7%) interest and all legal costs allowed by law and provided for in said mortgage, including attorneys' fees, the following described premises, situated in the Village of Ferndale, County of Oakland and State of Michigan: <box>568 1044 743 1182</box>
legal-notice <box>938 993 1113 1351</box>
notice-divider <box>394 1195 548 1196</box>
notice-paragraph: Dated: June 1st, 1933. <box>574 272 639 281</box>
notice-paragraph: Now, therefore, by virtue of the power of sale contained in said mortgage, and pursuant to the statute of the State of Michigan in such case made and provided, notice is hereby given that on Monday, the 27th day of November, A. D. 1933, at 10 o'clock A. M. Eastern Standard Time, said mortgage will be foreclosed by a sale at public auction, to the highest bidder, at the Front entrance to the County Building in the City of Pontiac, Oakland County, Michigan (that being the building where the Circuit Court for the County of Oakland is held), of the premises described in said mortgage, or so much thereof as may be necessary to pay the amount due, as aforesaid, on said mortgage, with the interest thereon and all legal costs, charges and expenses, including the attorney fees allowed by law, and also any sum or sums which may be paid by the mortgagee, necessary to protect its interest in the premises. Which said premises are described as follows: All that certain piece or parcel of land situate in the Village of Ferndale, in the County of Oakland and State of Michigan, described as follows, to-wit: <box>15 1031 189 1203</box>
column-6 <box>933 34 1118 1736</box>
notice-paragraph: THEREFORE, by virtue of the power of sale contained in said mortgage, and pursuant to the statute in such case made and provided, on Tuesday, September 12th, A. D. 1933, at twelve o'clock noon, said mortgage will be foreclosed by a sale at public auction to the highest bidder at the Saginaw Street entrance to the Oakland County Building, Pontiac, Michigan, that being the place of holding Circuit Court for the County of Oakland in which the lands and premises described in said mortgage are situated; <box>937 717 1113 795</box>
notice-paragraph: NOW THEREFORE, NOTICE is hereby given that by virtue of the power of sale in said mortgage contained, and of the statute of the State of Michigan, the undersigned will sell at public auction to the highest bidder for cash on Tuesday, the 12th day of September, A. D. 1933, at twelve o'clock noon, Eastern Standard Time, at the Easterly or Saginaw Street entrance to the Oakland County Building in the City of Pontiac, County of Oakland, and State of Michigan (that being the building wherein the Circuit Court for the County of Oakland is held) the premises described in said mortgage or sufficient thereof to satisfy said indebtedness with seven per cent (7%) interest and all legal costs allowed by law and provided for in said mortgage, including attorneys' fees, the following described premises, situated in the Village of Ferndale, County of Oakland and State of Michigan: <box>384 44 558 182</box>
masthead-title: THE FARMINGTON ENTERPRISE, FARMINGTON, MICHIGAN THURSDAY, SEPTEMBER 14, 1933. <box>313 14 815 26</box>
notice-signature: ANDERSON, WILCOX, LACY AND LAWSON, Attorneys for Mortgagee. <box>568 1257 714 1274</box>
notice-paragraph: MORTGAGE SALE—DEFAULT having been made in the terms and conditions of a certain mortgage made by CONSOLIDATED SECURITY & REALTY COMPANY, of Detroit, Wayne County, Michigan, to the AGRICULTURAL LIFE INSURANCE COMPANY OF AMERICA, a Michigan Corporation, of Bay City, Bay County, Michigan, dated the 15th day of March, A. D. 1930, and recorded in the office of the Register of Deeds for the County of Oakland and State of Michigan, on the 31st day of March, A. D. 1930, in Liber 646 of Mortgages, on page 164, on which mortgage there is claimed to be due at the date of this notice, for principal, interest and attorney fees, the sum of TWO THOUSAND NINE HUNDRED THIRTY-TWO 53/100 ($2,932.53) Dollars. No suit or proceedings at law or in equity having been instituted to recover the debt secured by said mortgage or any part thereof. <box>15 424 189 571</box>
legal-notice <box>384 743 558 1189</box>
notice-divider <box>763 418 917 419</box>
notice-divider <box>763 858 917 859</box>
notice-paragraph: Dated: August 1st, 1933. <box>943 1305 1016 1314</box>
notice-divider <box>948 988 1103 989</box>
notice-paragraph: MORTGAGE SALE—DEFAULT having been made in the conditions of a certain mortgage made by GEORGE KELEL and KATIE KELEL, his wife, of the City of Highland Park, County of Wayne, and State of Michigan, to the HIGHLAND PARK STATE BANK, of the City of Highland Park, County of Wayne and State of Michigan, a corporation organized and existing under the laws of the State of Michigan and having its principal place of business in the City of Highland Park, dated the Thirteenth day of May, A. D. 1926, and recorded in the office of the Register of Deeds for Oakland County, Michigan, on the 14th of May, A. D. 1926, in Liber 415 of Mortgages, on Page 112-113, on which mortgage there is due and unpaid at the date of this notice, including principal, and interest, the sum of FOUR THOUSAND SEVEN HUNDRED SEVENTY SEVEN AND 99/100 ($4777.99) Dollars, and no suit or proceedings at law or in equity having been instituted to recover the debt now remaining secured by said mortgage, or any part thereof. <box>753 913 927 1077</box>
notice-paragraph: Dated: August 25, 1933. <box>21 817 92 826</box>
notice-paragraph: Dated: June 1st, 1933. <box>205 618 270 627</box>
notice-paragraph: MORTGAGE SALE—DEFAULT having been made in the conditions of a certain mortgage made by GEORGE KELEL and KATIE KELEL, his wife, of the City of Highland Park, County of Wayne, and State of Michigan, to the HIGHLAND PARK TRUST COMPANY, of the City of Highland Park, County of Wayne and State of Michigan, a corporation organized and existing under the laws of the State of Michigan and having its principal place of business in the City of Highland Park, dated the Thirtieth day of March, A. D. 1926, and recorded in the office of the Register of Deeds for Oakland County, Michigan, on the 31st of March, A. D. 1926, in Liber 419 of Mortgages, on Page 1-2, on which mortgage there is due and unpaid at the date of this notice, including principal and interest, the sum of <box>384 1250 558 1380</box>
notice-paragraph: Dated: June 1st, 1933. <box>205 1066 270 1075</box>
notice-signature: RACE, HAASS and ALLEN, Attorneys for Mortgagee, 1726 Dime Bank Building, Detroit, Michigan. <box>937 964 1098 982</box>
notice-number: 713 <box>95 873 108 883</box>
notice-signature: HIGHLAND PARK STATE BANK, Mortgagee. <box>787 825 927 834</box>
legal-notice <box>15 1315 189 1370</box>
notice-signature: LAURENCE A. PRICE and A. W. SEMMLER, Attorneys for Mortgagee. Business Address: 3633 Barium Tower, Detroit, Michigan. <box>753 386 921 412</box>
legal-notice <box>15 415 189 863</box>
notice-divider <box>579 823 733 824</box>
